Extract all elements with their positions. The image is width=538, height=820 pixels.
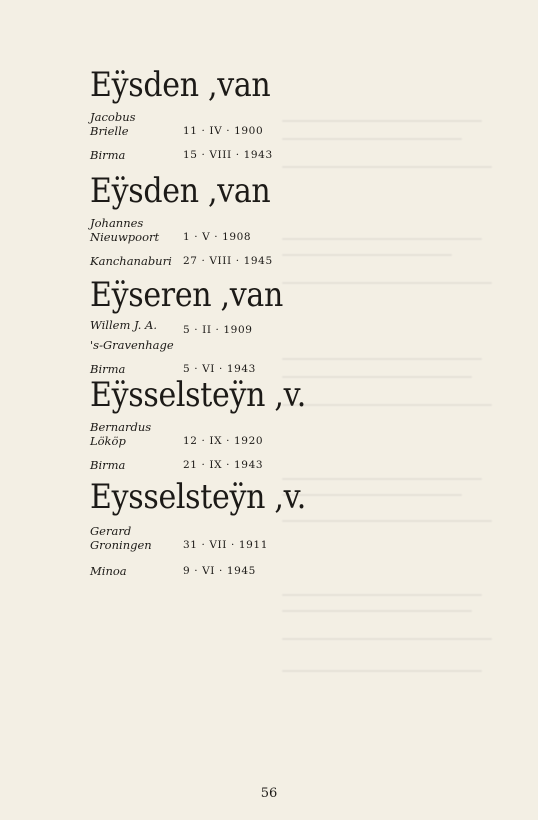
death-row (90, 564, 290, 578)
birth-date: 1 · V · 1908 (183, 231, 252, 243)
birth-place: Nieuwpoort (90, 230, 160, 244)
death-row (90, 458, 290, 472)
birth-row (90, 538, 290, 552)
given-name: Jacobus (90, 110, 136, 124)
death-place: Birma (90, 148, 126, 162)
death-place: Minoa (90, 564, 127, 578)
death-place: Kanchanaburi (90, 254, 172, 268)
birth-place: Lököp (90, 434, 126, 448)
given-name: Willem J. A. (90, 318, 158, 332)
birth-row (90, 124, 290, 138)
death-place: Birma (90, 458, 126, 472)
surname-heading: Eÿseren ,van (90, 275, 284, 316)
death-place: Birma (90, 362, 126, 376)
death-date: 15 · VIII · 1943 (183, 149, 273, 161)
surname-heading: Eÿsden ,van (90, 171, 271, 212)
surname-heading: Eÿsselsteÿn ,v. (90, 375, 306, 416)
birth-date: 31 · VII · 1911 (183, 539, 268, 551)
show-through-decoration (282, 58, 522, 698)
given-name-row (90, 216, 290, 230)
given-name: Bernardus (90, 420, 152, 434)
surname-heading: Eÿsden ,van (90, 65, 271, 106)
birth-row (90, 230, 290, 244)
given-name-row (90, 420, 290, 434)
page-number: 56 (260, 786, 278, 801)
birth-place: 's-Gravenhage (90, 338, 174, 352)
birth-date: 12 · IX · 1920 (183, 435, 264, 447)
birth-place: Groningen (90, 538, 152, 552)
death-date: 9 · VI · 1945 (183, 565, 256, 577)
death-date: 21 · IX · 1943 (183, 459, 264, 471)
given-name-row (90, 318, 290, 336)
entry (90, 65, 290, 162)
given-name-row (90, 110, 290, 124)
entry (90, 375, 306, 472)
death-row (90, 148, 290, 162)
birth-row (90, 338, 290, 352)
death-date: 5 · VI · 1943 (183, 363, 256, 375)
entry (90, 477, 306, 578)
given-name: Gerard (90, 524, 132, 538)
surname-heading: Eysselsteÿn ,v. (90, 477, 306, 518)
given-name-row (90, 524, 290, 538)
given-name: Johannes (90, 216, 144, 230)
entry (90, 171, 290, 268)
death-date: 27 · VIII · 1945 (183, 255, 273, 267)
birth-date: 11 · IV · 1900 (183, 125, 264, 137)
birth-place: Brielle (90, 124, 129, 138)
birth-date: 5 · II · 1909 (183, 324, 253, 336)
death-row (90, 254, 290, 268)
birth-row (90, 434, 290, 448)
entry (90, 275, 290, 376)
death-row (90, 362, 290, 376)
